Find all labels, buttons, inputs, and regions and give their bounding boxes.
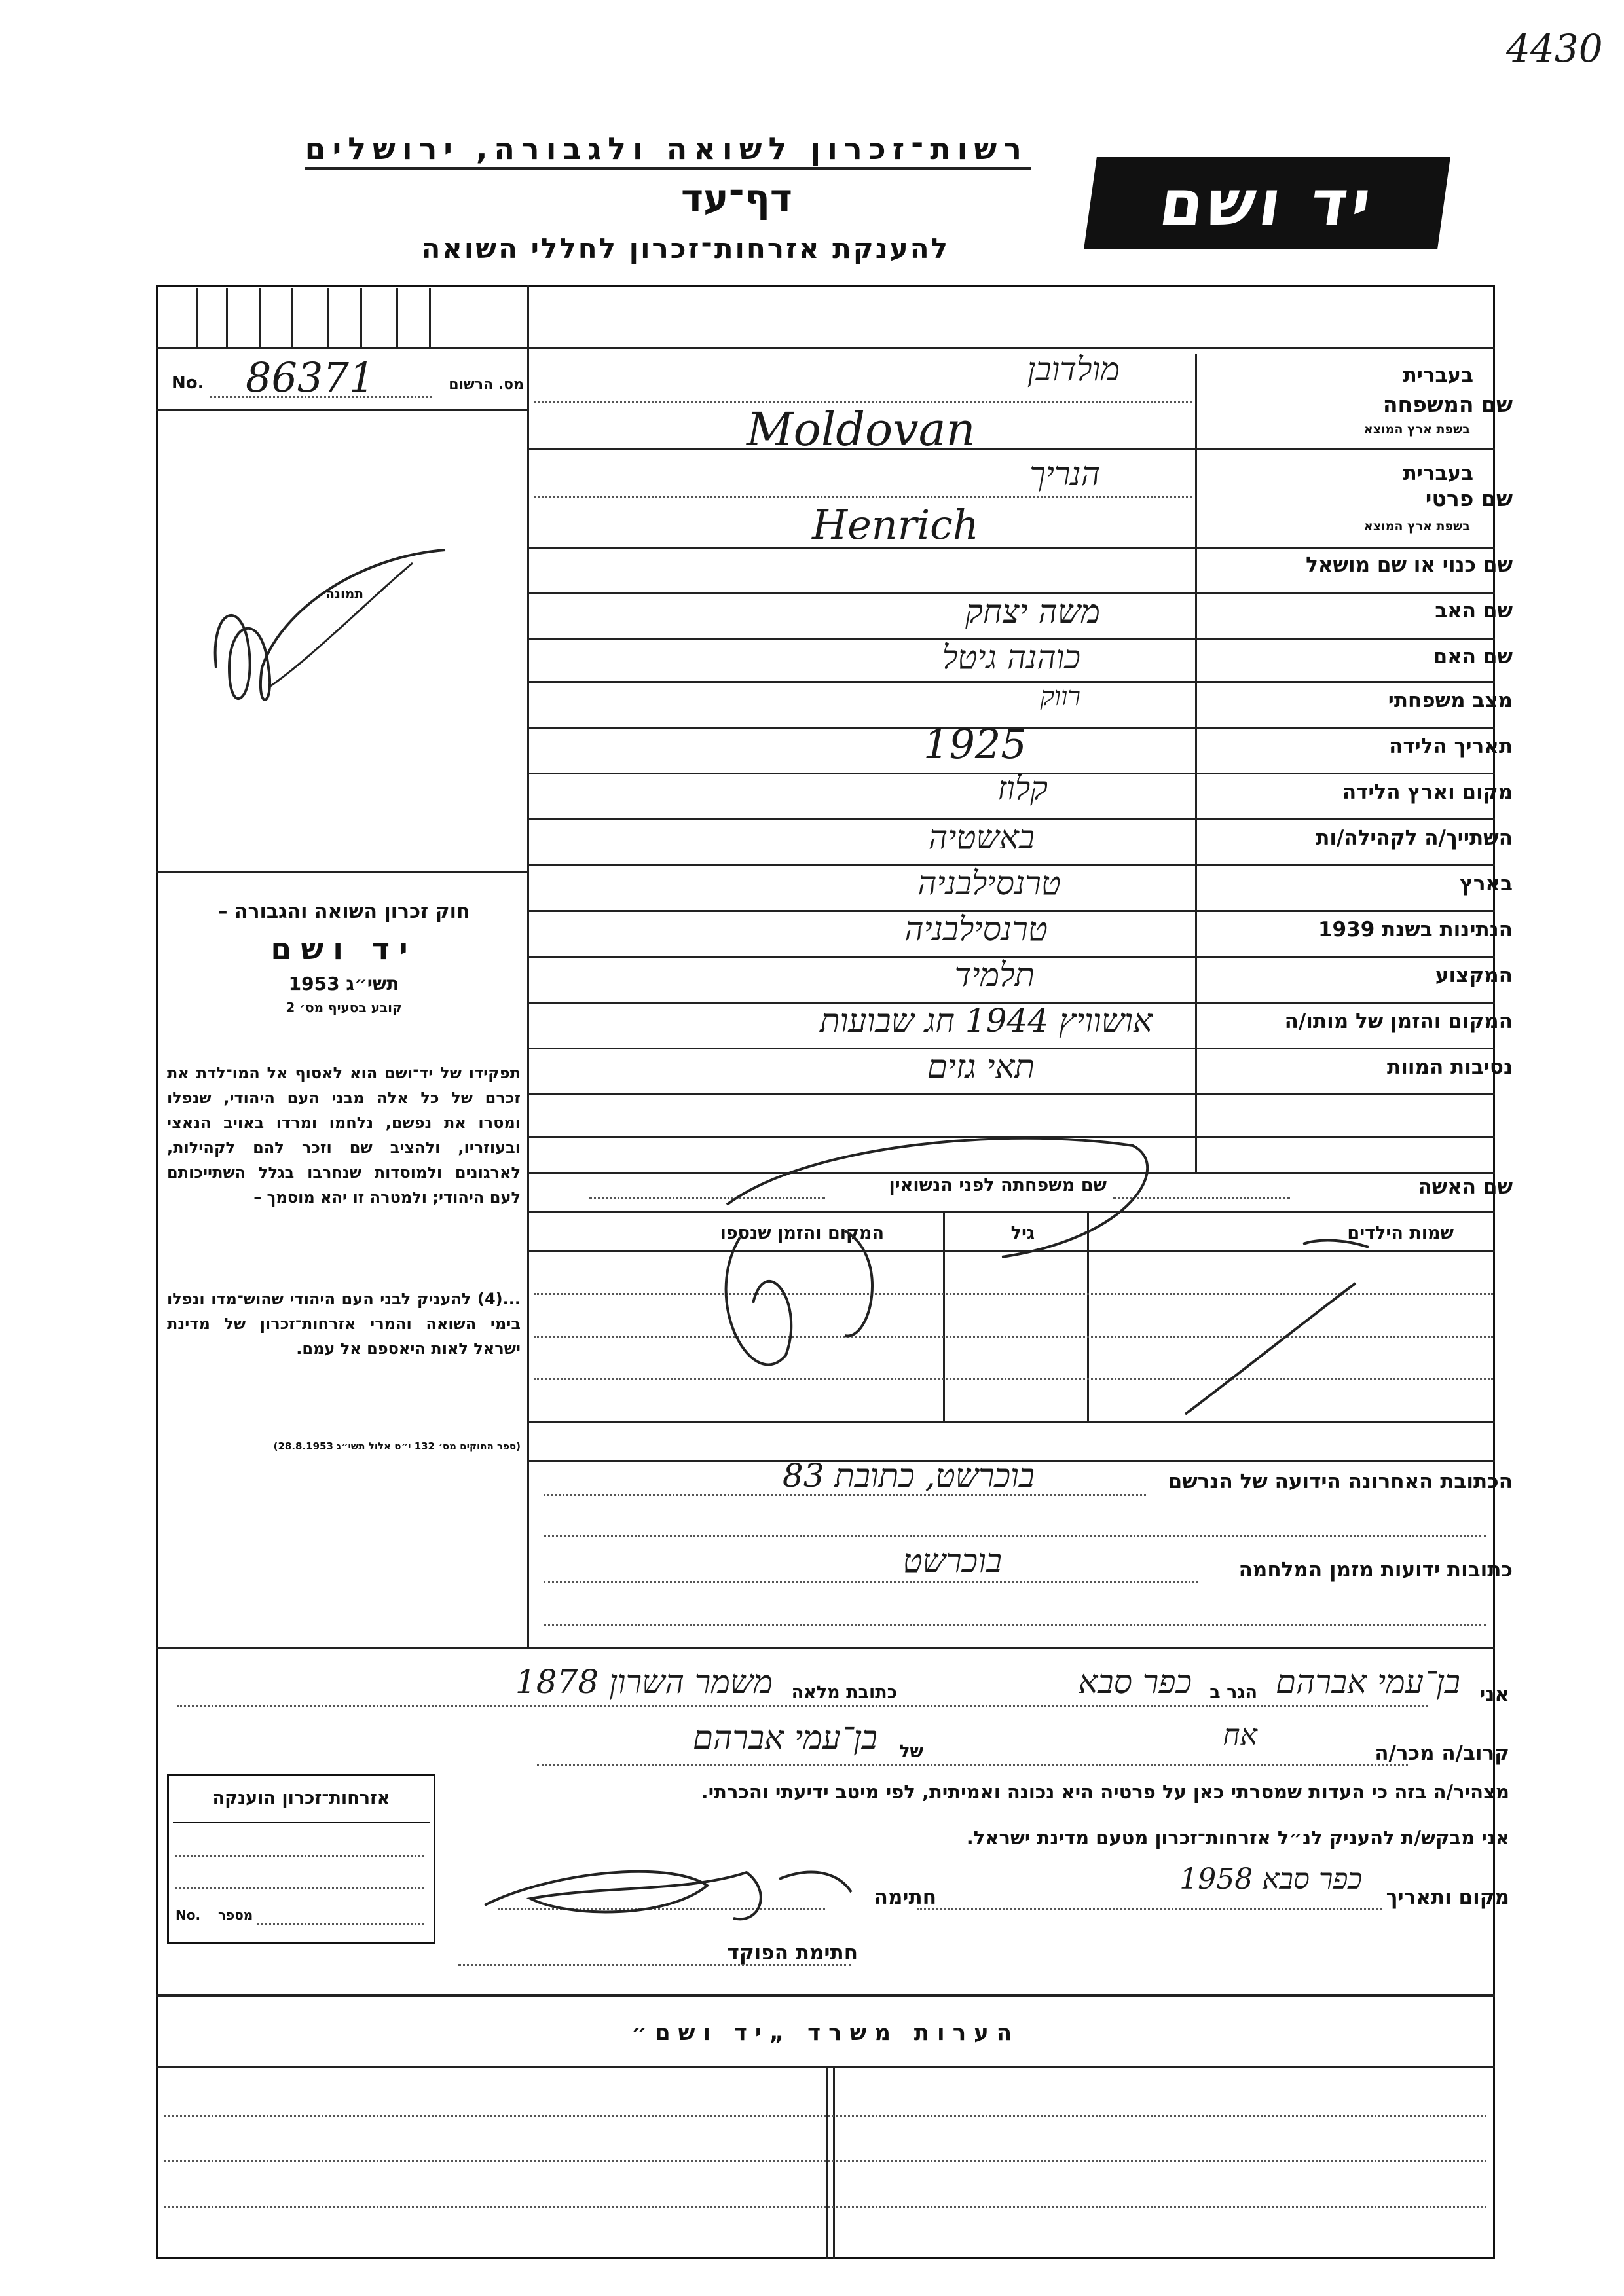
label-orig-1: בשפת ארץ המוצא bbox=[1363, 422, 1470, 437]
value-first-name-orig[interactable]: Henrich bbox=[812, 501, 979, 549]
signature-scribble bbox=[471, 1846, 864, 1944]
label-community: השתייך/ה לקהילה/ות bbox=[1316, 826, 1513, 850]
top-row-line bbox=[156, 347, 1495, 349]
label-birth-date: תאריך הלידה bbox=[1389, 735, 1513, 758]
label-first-name: שם פרטי bbox=[1425, 486, 1513, 511]
value-country[interactable]: טרנסילבניה bbox=[917, 864, 1061, 902]
decl-relative[interactable]: אח bbox=[1223, 1719, 1257, 1752]
office-notes-title: הערות משרד „יד ושם״ bbox=[631, 2020, 1020, 2046]
value-death[interactable]: אושוויץ 1944 חג שבועות bbox=[820, 1002, 1153, 1040]
law-clause: קובע בסעיף מס׳ 2 bbox=[286, 1000, 402, 1015]
label-profession: המקצוע bbox=[1435, 964, 1513, 987]
label-birth-place: מקום וארץ הלידה bbox=[1342, 780, 1513, 804]
decl-of[interactable]: בן־עמי אברהם bbox=[692, 1719, 877, 1757]
granted-box-number-label: מספר bbox=[218, 1907, 253, 1923]
value-circumstances[interactable]: תאי גזים bbox=[927, 1048, 1035, 1085]
value-mother[interactable]: כוהנה גיטל bbox=[942, 638, 1080, 676]
label-death: המקום והזמן של מותו/ה bbox=[1284, 1010, 1513, 1033]
registration-number[interactable]: 86371 bbox=[246, 354, 375, 401]
authority-title: רשות־זכרון לשואה ולגבורה, ירושלים bbox=[304, 131, 1028, 166]
law-clause-4: ...(4) להעניק לבני העם היהודי שהוש־מדו ונפלו בימי השואה והמרי אזרחות־זכרון של מדינת ישראל לאות היאספם אל עמם. bbox=[167, 1290, 521, 1358]
law-title: חוק זכרון השואה והגבורה – bbox=[217, 900, 470, 923]
label-mother: שם האם bbox=[1433, 645, 1513, 668]
value-last-address[interactable]: בוכרשט, כתובת 83 bbox=[782, 1457, 1035, 1495]
label-last-address: הכתובת האחרונה הידועה של הנרשם bbox=[1168, 1470, 1513, 1493]
label-marital: מצב משפחתי bbox=[1388, 689, 1513, 712]
decl-place-date[interactable]: כפר סבא 1958 bbox=[1179, 1863, 1362, 1896]
decl-address[interactable]: משמר השרון 1878 bbox=[515, 1663, 773, 1701]
corner-archive-number: 4430 bbox=[1506, 26, 1603, 71]
decl-request: אני מבקש/ת להעניק לנ״ל אזרחות־זכרון מטעם מדינת ישראל. bbox=[966, 1827, 1509, 1849]
value-community[interactable]: באשטיה bbox=[928, 818, 1035, 856]
children-place-header: המקום והזמן שנספו bbox=[720, 1223, 884, 1243]
photo-label: תמונה bbox=[325, 586, 363, 602]
decl-address-label: כתובת מלאה bbox=[791, 1683, 897, 1703]
label-citizenship: הנתינות בשנת 1939 bbox=[1318, 918, 1513, 941]
label-father: שם האב bbox=[1435, 599, 1513, 623]
photo-scribble bbox=[190, 537, 465, 733]
reg-no-label: מס. הרשום bbox=[449, 376, 524, 393]
decl-name[interactable]: בן־עמי אברהם bbox=[1275, 1663, 1460, 1701]
law-body: תפקידו של יד־ושם הוא לאסוף אל המו־לדת את זכרם של כל אלה מבני העם היהודי, שנפלו ומסרו את נפשם, נלחמו ומרדו באויב הנאצי ובעוזריו, ולהציב שם וזכר להם לקהילות, לארגונים ולמוסדות שנחרבו בגלל השתייכותם לעם היהודי; ולמטרה זו יהא מוסמך – bbox=[167, 1064, 521, 1207]
value-first-name-hebrew[interactable]: הנריך bbox=[1029, 455, 1100, 493]
value-family-name-hebrew[interactable]: מולדובן bbox=[1027, 350, 1120, 388]
decl-signature-label: חתימה bbox=[874, 1886, 936, 1909]
label-spouse: שם האשה bbox=[1418, 1175, 1513, 1199]
children-cancel-strokes bbox=[674, 1106, 1382, 1421]
granted-box-no: No. bbox=[175, 1907, 201, 1923]
value-war-addresses[interactable]: בוכרשט bbox=[902, 1542, 1002, 1580]
children-age-header: גיל bbox=[1010, 1223, 1035, 1243]
value-birth-place[interactable]: קלוז bbox=[997, 769, 1048, 807]
label-country: בארץ bbox=[1460, 872, 1513, 896]
label-hebrew-1: בעברית bbox=[1403, 363, 1473, 387]
officer-signature-label: חתימת הפוקד bbox=[727, 1941, 858, 1965]
law-name: יד ושם bbox=[270, 931, 417, 966]
label-nickname: שם כנוי או שם מושאל bbox=[1306, 553, 1513, 577]
logo-text: יד ושם bbox=[1154, 166, 1380, 240]
label-spouse-maiden: שם משפחתה לפני הנשואין bbox=[889, 1175, 1107, 1195]
form-subtitle: להענקת אזרחות־זכרון לחללי השואה bbox=[421, 232, 950, 264]
decl-place-date-label: מקום ותאריך bbox=[1386, 1886, 1509, 1909]
authority-underline bbox=[304, 167, 1031, 170]
value-father[interactable]: משה יצחק bbox=[965, 592, 1100, 630]
label-circumstances: נסיבות המוות bbox=[1387, 1055, 1513, 1079]
decl-residing[interactable]: כפר סבא bbox=[1078, 1663, 1192, 1701]
label-family-name: שם המשפחה bbox=[1382, 392, 1513, 417]
reg-no-prefix: No. bbox=[172, 373, 204, 393]
citizenship-granted-box bbox=[167, 1774, 435, 1944]
decl-statement: מצהיר/ה בזה כי העדות שמסרתי כאן על פרטיה היא נכונה ואמיתית, לפי מיטב ידיעתי והכרתי. bbox=[701, 1781, 1509, 1803]
decl-residing-label: הגר ב bbox=[1209, 1683, 1257, 1703]
law-year: תשי״ג 1953 bbox=[288, 973, 399, 994]
value-birth-date[interactable]: 1925 bbox=[923, 720, 1027, 768]
decl-of-label: של bbox=[899, 1741, 923, 1762]
law-source: (ספר החוקים מס׳ 132 י״ט אלול תשי״ג 28.8.1953) bbox=[273, 1440, 521, 1452]
children-names-header: שמות הילדים bbox=[1347, 1223, 1454, 1243]
decl-i-label: אני bbox=[1479, 1683, 1509, 1706]
decl-relative-label: קרוב/ה מכר/ה bbox=[1375, 1741, 1509, 1765]
granted-box-title: אזרחות־זכרון הוענקה bbox=[212, 1788, 390, 1808]
label-hebrew-2: בעברית bbox=[1403, 462, 1473, 485]
value-marital[interactable]: רווק bbox=[1040, 682, 1080, 712]
label-war-addresses: כתובות ידועות מזמן המלחמה bbox=[1238, 1558, 1513, 1582]
value-citizenship[interactable]: טרנסילבניה bbox=[904, 910, 1048, 948]
value-family-name-orig[interactable]: Moldovan bbox=[747, 403, 976, 456]
yad-vashem-logo bbox=[1084, 157, 1450, 249]
label-orig-2: בשפת ארץ המוצא bbox=[1363, 519, 1470, 534]
left-column-divider bbox=[527, 285, 529, 1647]
form-title: דף־עד bbox=[680, 175, 792, 220]
value-profession[interactable]: תלמיד bbox=[954, 956, 1035, 994]
